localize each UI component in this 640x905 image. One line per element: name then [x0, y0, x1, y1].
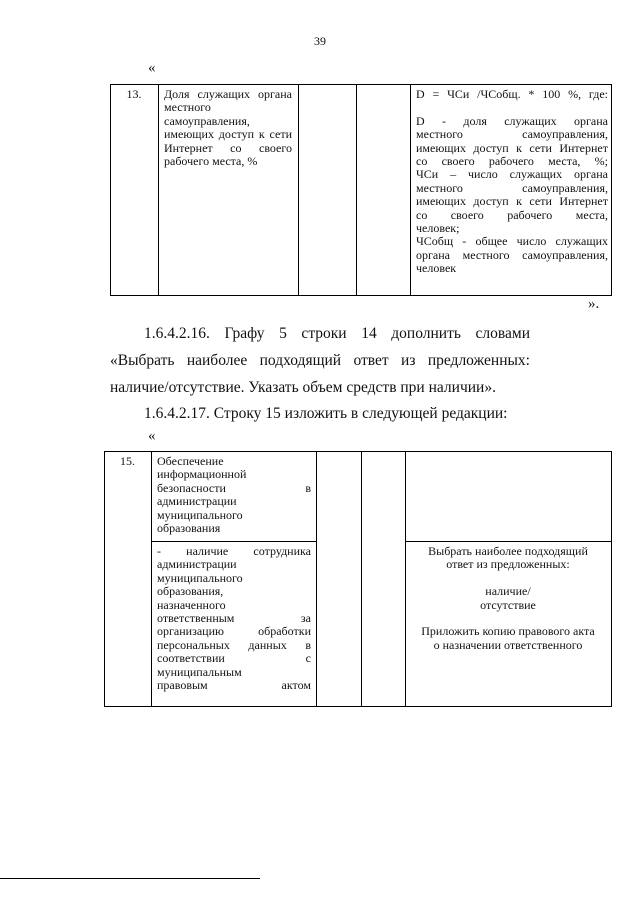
row-number: 13. — [126, 87, 142, 101]
text-line: организацию обработки — [157, 624, 311, 639]
text-line: информационной — [157, 467, 247, 482]
text-line: Обеспечение — [157, 454, 224, 468]
text-line: наличие/ — [485, 584, 531, 599]
text-line: D = ЧСи /ЧСобщ. * 100 %, где: — [416, 87, 608, 101]
formula-cell — [416, 88, 608, 276]
sub-indicator-cell — [157, 545, 311, 692]
text-line — [408, 572, 608, 585]
text-line: ответственным за — [157, 611, 311, 626]
text-line: со своего рабочего места, %; — [416, 154, 608, 169]
text-line: персональных данных в — [157, 637, 311, 652]
paragraph-1: 1.6.4.2.16. Графу 5 строки 14 дополнить словами «Выбрать наиболее подходящий ответ из предложенных: наличие/отсутствие. Указать объем средств при наличии». — [110, 325, 530, 396]
text-line: имеющих доступ к сети Интернет — [416, 194, 608, 209]
indicator-cell: Доля служащих органа местного самоуправления, имеющих доступ к сети Интернет со своего рабочего места, % — [164, 87, 292, 169]
page-number: 39 — [314, 34, 326, 48]
text-line: муниципального — [157, 570, 243, 585]
text-line: Выбрать наиболее подходящий — [428, 544, 588, 558]
text-line: муниципального — [157, 507, 243, 522]
open-quote: « — [148, 60, 156, 76]
text-line: правовым актом — [157, 678, 311, 693]
text-line: образования, — [157, 584, 224, 599]
text-line: соответствии с — [157, 651, 311, 666]
text-line: Приложить копию правового акта — [421, 624, 595, 639]
text-line: ЧСобщ - общее число служащих — [416, 234, 608, 249]
row-number: 15. — [120, 454, 135, 468]
text-line: имеющих доступ к сети Интернет — [416, 140, 608, 155]
footnote-separator — [0, 878, 260, 879]
text-line: администрации — [157, 494, 237, 509]
text-line: - наличие сотрудника — [157, 544, 311, 558]
text-line: ответ из предложенных: — [446, 557, 570, 572]
text-line — [408, 612, 608, 625]
text-line: органа местного самоуправления, — [416, 247, 608, 262]
answer-cell — [408, 545, 608, 652]
text-line: со своего рабочего места, — [416, 207, 608, 222]
text-line: человек — [416, 261, 457, 276]
text-line: местного самоуправления, — [416, 180, 608, 195]
open-quote-2: « — [148, 428, 156, 444]
text-line: человек; — [416, 221, 460, 236]
text-line: назначенного — [157, 597, 226, 612]
text-line: местного самоуправления, — [416, 127, 608, 142]
text-line — [416, 101, 608, 114]
text-line: образования — [157, 521, 221, 536]
close-quote: ». — [588, 296, 600, 312]
text-line: о назначении ответственного — [433, 637, 583, 652]
text-line: администрации — [157, 557, 237, 572]
paragraph-2: 1.6.4.2.17. Строку 15 изложить в следующей редакции: — [144, 405, 508, 422]
text-line: безопасности в — [157, 480, 311, 495]
text-line: D - доля служащих органа — [416, 113, 608, 128]
indicator-cell — [157, 455, 311, 535]
text-line: муниципальным — [157, 664, 242, 679]
text-line: отсутствие — [480, 597, 536, 612]
text-line: ЧСи – число служащих органа — [416, 167, 608, 182]
